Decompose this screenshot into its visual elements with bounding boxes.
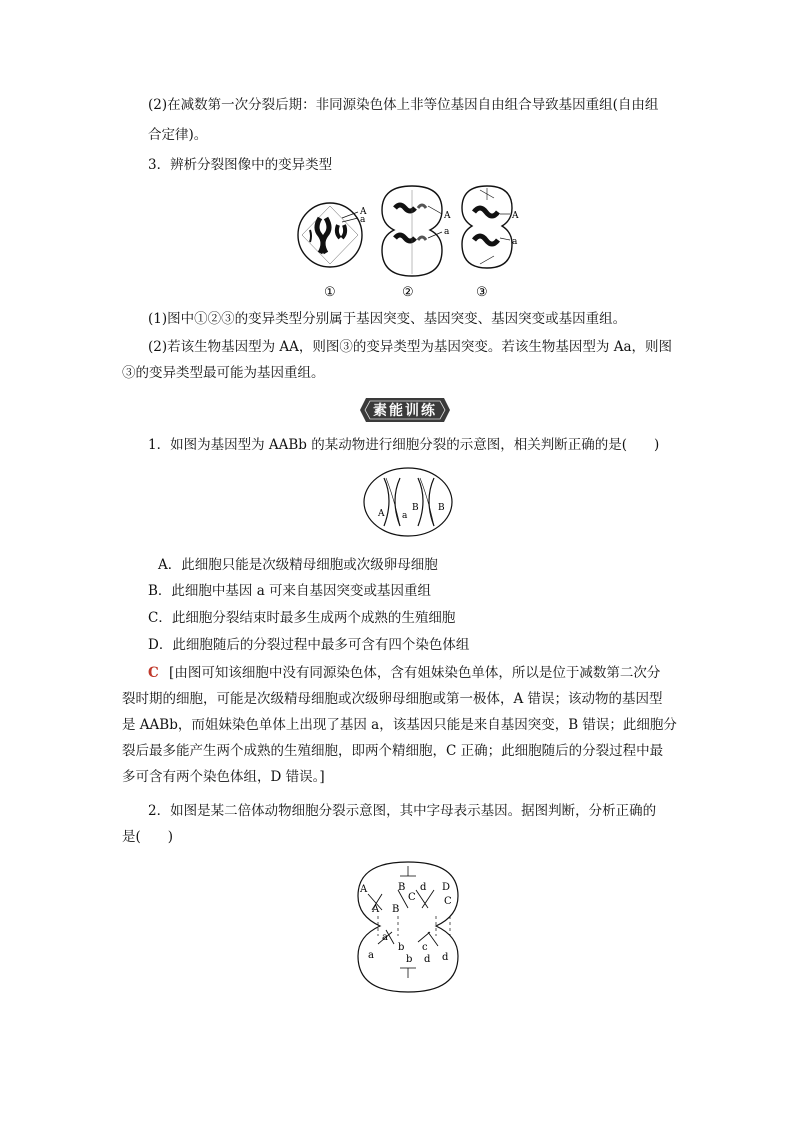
option-d: D．此细胞随后的分裂过程中最多可含有四个染色体组: [148, 637, 470, 653]
text-line: 多可含有两个染色体组，D 错误。]: [122, 769, 325, 785]
question-1-stem: 1．如图为基因型为 AABb 的某动物进行细胞分裂的示意图，相关判断正确的是( ): [148, 437, 660, 453]
option-c: C．此细胞分裂结束时最多生成两个成熟的生殖细胞: [148, 610, 456, 626]
section-badge: [358, 396, 452, 424]
gene-label: A: [360, 207, 367, 217]
gene-label: a: [382, 932, 388, 943]
question-2-stem: 是( ): [122, 829, 174, 845]
option-b: B．此细胞中基因 a 可来自基因突变或基因重组: [148, 583, 432, 599]
gene-label: A: [360, 884, 368, 895]
gene-label: a: [360, 215, 366, 225]
badge-text: 素能训练: [373, 403, 437, 419]
gene-label: B: [438, 503, 445, 513]
cell-division-figure-1: [290, 178, 520, 300]
text-line: 裂时期的细胞，可能是次级精母细胞或次级卵母细胞或第一极体，A 错误；该动物的基因型: [122, 691, 663, 707]
figure-label-1: ①: [324, 285, 336, 300]
figure-label-3: ③: [476, 285, 488, 300]
gene-label: A: [372, 904, 380, 915]
gene-label: D: [442, 882, 451, 893]
gene-label: b: [406, 954, 413, 965]
text-line: (2)在减数第一次分裂后期：非同源染色体上非等位基因自由组合导致基因重组(自由组: [148, 97, 659, 113]
gene-label: A: [444, 211, 451, 221]
cell-1: [298, 203, 362, 267]
question-2-stem: 2．如图是某二倍体动物细胞分裂示意图，其中字母表示基因。据图判断，分析正确的: [148, 803, 657, 819]
gene-label: C: [408, 892, 416, 903]
cell-division-figure-q1: [362, 466, 454, 538]
answer-letter: C: [148, 665, 159, 681]
gene-label: a: [512, 237, 518, 247]
gene-label: B: [412, 503, 419, 513]
text-line: ③的变异类型最可能为基因重组。: [122, 365, 325, 381]
gene-label: B: [398, 882, 406, 893]
explanation-text: [由图可知该细胞中没有同源染色体，含有姐妹染色单体，所以是位于减数第二次分: [169, 665, 661, 681]
gene-label: b: [398, 942, 405, 953]
section-heading: 3．辨析分裂图像中的变异类型: [148, 157, 333, 173]
cell-2: [382, 186, 442, 276]
gene-label: d: [442, 952, 449, 963]
gene-label: a: [444, 227, 450, 237]
gene-label: A: [378, 509, 385, 519]
text-line: (1)图中①②③的变异类型分别属于基因突变、基因突变、基因突变或基因重组。: [148, 311, 627, 327]
gene-label: c: [422, 942, 428, 953]
text-line: (2)若该生物基因型为 AA，则图③的变异类型为基因突变。若该生物基因型为 Aa，则图: [148, 339, 673, 355]
cell-division-figure-q2: [338, 856, 478, 998]
gene-label: d: [424, 954, 431, 965]
gene-label: C: [444, 896, 452, 907]
cell-3: [462, 186, 512, 268]
gene-label: A: [512, 211, 519, 221]
gene-label: B: [392, 904, 400, 915]
gene-label: d: [420, 882, 427, 893]
answer-explanation: [148, 664, 660, 682]
figure-label-2: ②: [402, 285, 414, 300]
text-line: 合定律)。: [148, 127, 208, 143]
gene-label: a: [402, 511, 408, 521]
text-line: 裂后最多能产生两个成熟的生殖细胞，即两个精细胞，C 正确；此细胞随后的分裂过程中最: [122, 743, 664, 759]
option-a: A．此细胞只能是次级精母细胞或次级卵母细胞: [158, 557, 438, 573]
text-line: 是 AABb，而姐妹染色单体上出现了基因 a，该基因只能是来自基因突变，B 错误；此细胞分: [122, 717, 677, 733]
gene-label: a: [368, 950, 374, 961]
